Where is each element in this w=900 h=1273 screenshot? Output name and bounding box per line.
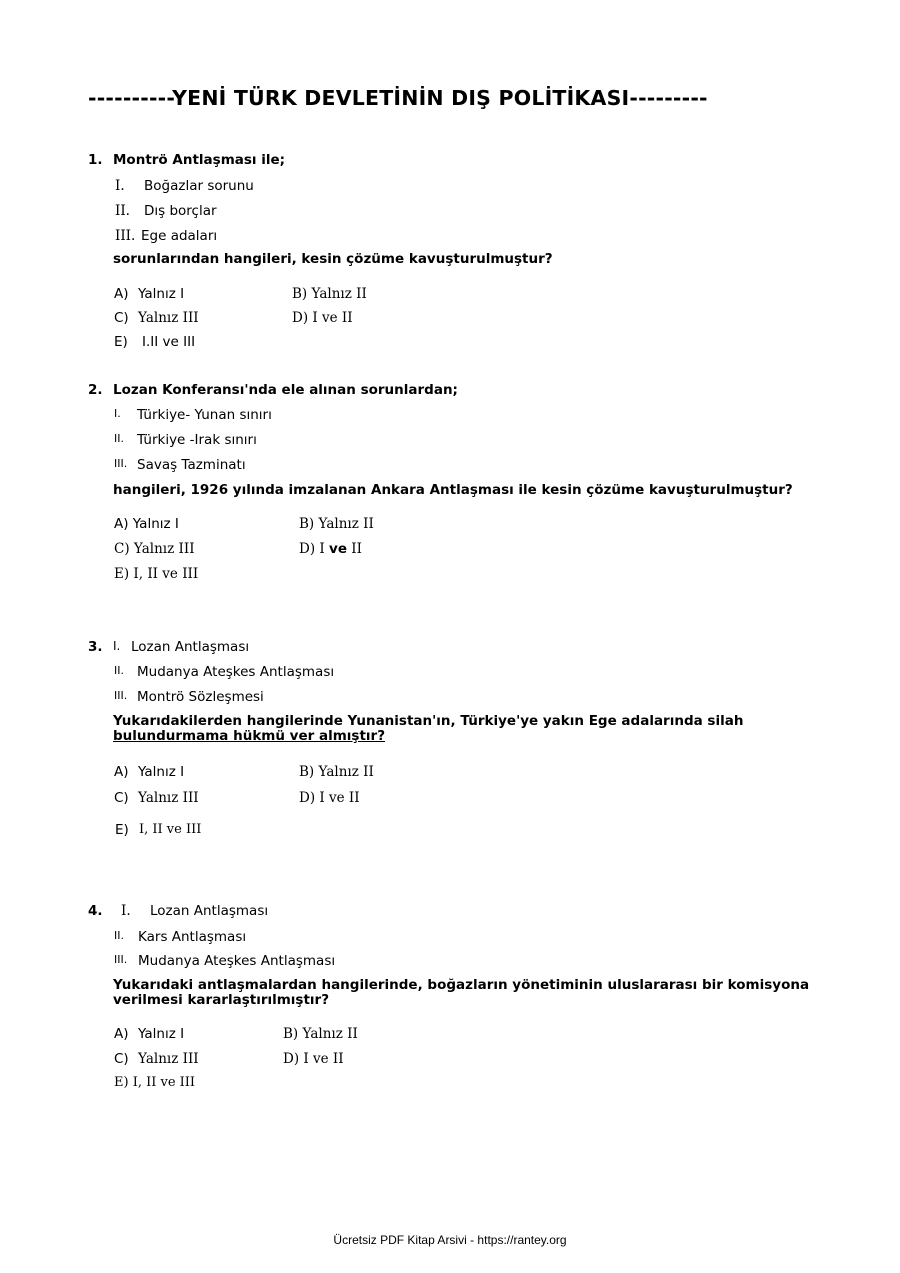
page-title: ----------YENİ TÜRK DEVLETİNİN DIŞ POLİTİKASI---------: [88, 86, 708, 110]
item-text: Mudanya Ateşkes Antlaşması: [138, 953, 336, 969]
option-e-letter: E): [114, 334, 128, 350]
item-text: Türkiye- Yunan sınırı: [137, 407, 272, 423]
item-roman: II.: [114, 929, 124, 942]
footer-text: Ücretsiz PDF Kitap Arsivi - https://rantey.org: [333, 1233, 567, 1247]
item-roman: III.: [115, 228, 136, 244]
option-c[interactable]: Yalnız III: [138, 790, 199, 806]
item-text: Türkiye -Irak sınırı: [137, 432, 257, 448]
option-a[interactable]: A) Yalnız I: [114, 516, 179, 532]
item-roman: I.: [115, 178, 125, 194]
question-stem: Montrö Antlaşması ile;: [113, 152, 286, 168]
question-number: 1.: [88, 152, 103, 168]
option-d[interactable]: D) I ve II: [283, 1051, 344, 1067]
option-a-letter: A): [114, 286, 129, 302]
option-c-letter: C): [114, 310, 129, 326]
option-e-letter: E): [115, 822, 129, 838]
item-roman: II.: [115, 203, 130, 219]
option-c-letter: C): [114, 790, 129, 806]
option-d-text: I ve II: [312, 310, 353, 326]
option-d-post: II: [351, 541, 362, 557]
option-a[interactable]: Yalnız I: [138, 764, 185, 780]
item-roman: I.: [113, 639, 121, 653]
item-text: Lozan Antlaşması: [150, 903, 269, 919]
option-e[interactable]: E) I, II ve III: [114, 566, 199, 582]
item-text: Savaş Tazminatı: [137, 457, 246, 473]
question-text: hangileri, 1926 yılında imzalanan Ankara Antlaşması ile kesin çözüme kavuşturulmuştur?: [113, 482, 793, 498]
question-text-line1: Yukarıdaki antlaşmalardan hangilerinde, boğazların yönetiminin uluslararası bir komisyona: [113, 977, 810, 993]
option-b[interactable]: B) Yalnız II: [299, 764, 374, 780]
item-text: Lozan Antlaşması: [131, 639, 250, 655]
item-roman: III.: [114, 689, 128, 702]
option-d[interactable]: [299, 541, 362, 557]
option-b-letter: B): [292, 286, 308, 302]
question-text-line1: Yukarıdakilerden hangilerinde Yunanistan'ın, Türkiye'ye yakın Ege adalarında silah: [113, 713, 744, 729]
option-a-letter: A): [114, 1026, 129, 1042]
item-roman: I.: [114, 407, 121, 420]
item-roman: III.: [114, 953, 128, 966]
item-roman: II.: [114, 664, 124, 677]
item-text: Boğazlar sorunu: [144, 178, 254, 194]
question-number: 2.: [88, 382, 103, 398]
option-c[interactable]: Yalnız III: [138, 310, 199, 326]
option-c[interactable]: C) Yalnız III: [114, 541, 195, 557]
option-c-letter: C): [114, 1051, 129, 1067]
option-b[interactable]: B) Yalnız II: [283, 1026, 358, 1042]
option-a[interactable]: Yalnız I: [138, 1026, 185, 1042]
item-text: Dış borçlar: [144, 203, 217, 219]
option-b[interactable]: B) Yalnız II: [299, 516, 374, 532]
option-d[interactable]: [292, 310, 353, 326]
question-text: sorunlarından hangileri, kesin çözüme kavuşturulmuştur?: [113, 251, 553, 267]
option-b[interactable]: [292, 286, 367, 302]
option-c[interactable]: Yalnız III: [138, 1051, 199, 1067]
item-text: Montrö Sözleşmesi: [137, 689, 264, 705]
option-b-text: Yalnız II: [311, 286, 367, 302]
item-text: Kars Antlaşması: [138, 929, 247, 945]
option-a-letter: A): [114, 764, 129, 780]
option-a[interactable]: Yalnız I: [138, 286, 185, 302]
option-e[interactable]: I, II ve III: [139, 822, 202, 837]
option-d-pre: D) I: [299, 541, 325, 557]
option-d-letter: D): [292, 310, 309, 326]
option-e[interactable]: E) I, II ve III: [114, 1075, 196, 1090]
question-number: 4.: [88, 903, 103, 919]
question-stem: Lozan Konferansı'nda ele alınan sorunlardan;: [113, 382, 458, 398]
question-text-line2: bulundurmama hükmü ver almıştır?: [113, 728, 386, 744]
item-roman: II.: [114, 432, 124, 445]
item-roman: I.: [121, 903, 131, 919]
question-text-line2: verilmesi kararlaştırılmıştır?: [113, 992, 330, 1008]
item-text: Mudanya Ateşkes Antlaşması: [137, 664, 335, 680]
option-d-bold: ve: [329, 541, 347, 557]
item-roman: III.: [114, 457, 128, 470]
question-number: 3.: [88, 639, 103, 655]
item-text: Ege adaları: [141, 228, 218, 244]
option-e[interactable]: I.II ve III: [142, 334, 196, 350]
option-d[interactable]: D) I ve II: [299, 790, 360, 806]
